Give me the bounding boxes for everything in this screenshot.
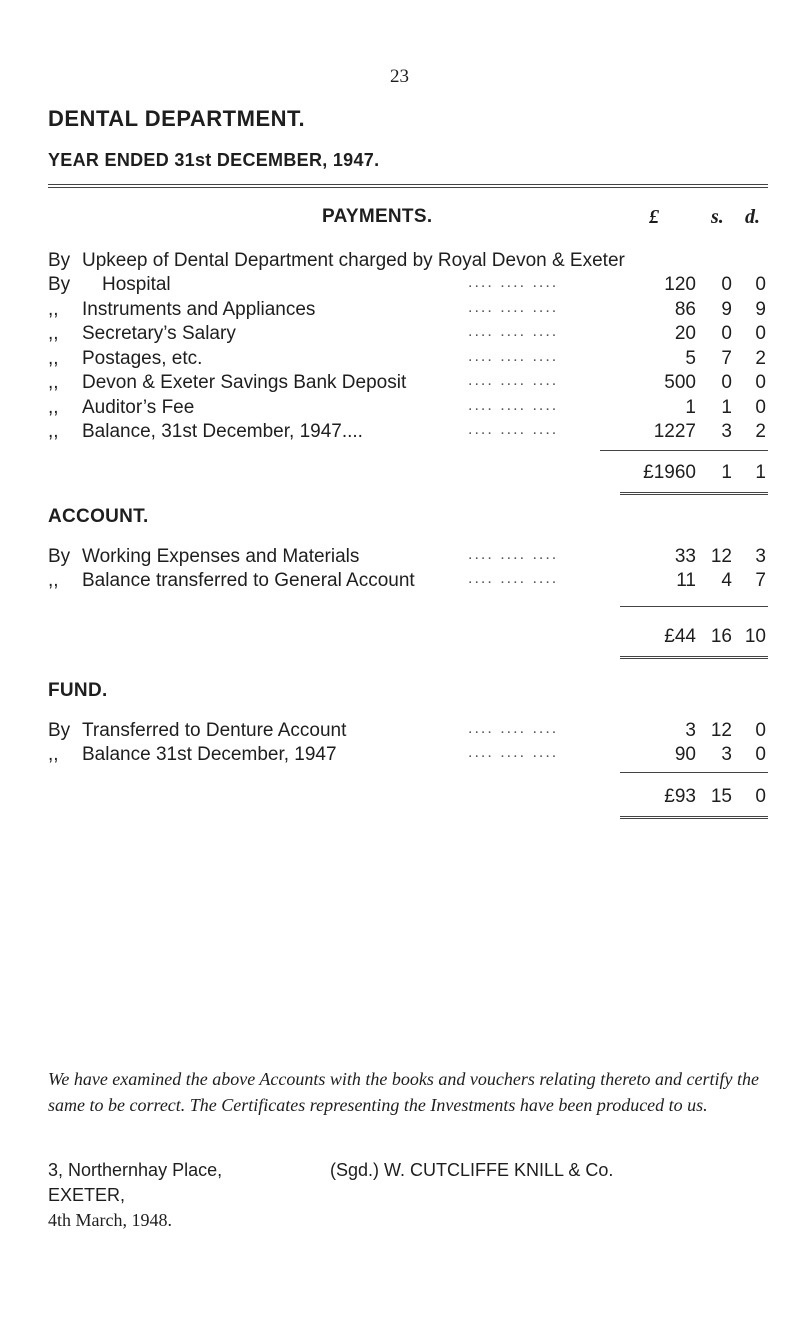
account-total-pounds: £44 [664, 626, 696, 647]
row-pounds: 33 [674, 546, 696, 567]
table-row [48, 720, 768, 744]
payments-total-row [48, 462, 768, 486]
table-row [48, 299, 768, 323]
col-pounds-header: £ [649, 206, 659, 228]
payments-total-shillings: 1 [721, 462, 732, 483]
fund-total-row [48, 786, 768, 810]
row-pounds: 20 [674, 323, 696, 344]
payments-total-pounds: £1960 [643, 462, 696, 483]
row-pence: 7 [755, 570, 766, 591]
table-row [48, 546, 768, 570]
row-pence: 0 [755, 323, 766, 344]
row-prefix: By [48, 720, 71, 741]
dot-leader: .... .... .... [468, 720, 559, 737]
row-shillings: 7 [721, 347, 732, 369]
top-rule [48, 184, 768, 185]
table-row [48, 274, 768, 298]
row-label: Balance transferred to General Account [82, 570, 415, 591]
fund-total-shillings: 15 [710, 786, 732, 807]
row-prefix: ,, [48, 323, 59, 344]
row-shillings: 0 [721, 274, 732, 295]
fund-total-pounds: £93 [664, 786, 696, 807]
table-row [48, 421, 768, 445]
row-label: Secretary’s Salary [82, 323, 236, 344]
dot-leader: .... .... .... [468, 347, 559, 365]
dot-leader: .... .... .... [468, 546, 559, 563]
account-subtotal-rule [620, 606, 768, 607]
fund-total-rule [620, 816, 768, 817]
dot-leader: .... .... .... [468, 421, 559, 438]
row-prefix: ,, [48, 396, 59, 418]
table-row [48, 570, 768, 594]
row-pounds: 5 [685, 347, 696, 369]
account-total-shillings: 16 [710, 626, 732, 647]
row-pence: 0 [755, 274, 766, 295]
row-prefix: ,, [48, 744, 59, 765]
auditor-signature: (Sgd.) W. CUTCLIFFE KNILL & Co. [330, 1160, 614, 1180]
table-row [48, 348, 768, 372]
row-pounds: 86 [674, 298, 696, 320]
account-total-rule-double [620, 658, 768, 659]
row-shillings: 1 [721, 396, 732, 418]
row-shillings: 3 [721, 744, 732, 765]
payments-total-rule-double [620, 494, 768, 495]
fund-title: FUND. [48, 680, 108, 701]
payments-first-line: Upkeep of Dental Department charged by Royal Devon & Exeter [82, 250, 625, 271]
auditor-address-line1: 3, Northernhay Place, [48, 1160, 223, 1180]
row-label: Hospital [102, 274, 171, 295]
dot-leader: .... .... .... [468, 570, 559, 587]
row-prefix: ,, [48, 347, 59, 369]
row-shillings: 0 [721, 323, 732, 344]
row-prefix: ,, [48, 570, 59, 591]
payments-title: PAYMENTS. [322, 206, 433, 227]
certification-text: We have examined the above Accounts with the books and vouchers relating thereto and certify the same to be correct. The Certificates representing the Investments have been produced to us. [48, 1069, 759, 1115]
table-row [48, 372, 768, 396]
dot-leader: .... .... .... [468, 323, 559, 340]
account-title: ACCOUNT. [48, 506, 149, 527]
row-label: Transferred to Denture Account [82, 720, 347, 741]
payments-subtotal-rule [600, 450, 768, 451]
row-pence: 0 [755, 720, 766, 741]
row-shillings: 0 [721, 372, 732, 393]
row-pounds: 500 [664, 372, 696, 393]
row-pence: 2 [755, 421, 766, 442]
row-prefix: ,, [48, 298, 59, 320]
certification-date: 4th March, 1948. [48, 1210, 172, 1230]
row-pounds: 1227 [653, 421, 696, 442]
row-shillings: 9 [721, 298, 732, 320]
col-shillings-header: s. [711, 206, 724, 228]
department-heading: DENTAL DEPARTMENT. [48, 106, 306, 131]
page-number: 23 [390, 66, 409, 87]
row-pounds: 11 [676, 570, 696, 591]
table-row [48, 323, 768, 347]
row-shillings: 12 [710, 720, 732, 741]
row-pence: 2 [755, 347, 766, 369]
dot-leader: .... .... .... [468, 372, 559, 389]
row-label: Postages, etc. [82, 347, 203, 369]
row-pounds: 90 [674, 744, 696, 765]
payments-total-rule [620, 492, 768, 493]
row-prefix: By [48, 546, 71, 567]
table-row [48, 744, 768, 768]
dot-leader: .... .... .... [468, 298, 559, 316]
row-pence: 0 [755, 372, 766, 393]
payments-total-pence: 1 [755, 462, 766, 483]
fund-subtotal-rule [620, 772, 768, 773]
year-subheading: YEAR ENDED 31st DECEMBER, 1947. [48, 150, 380, 170]
row-label: Devon & Exeter Savings Bank Deposit [82, 372, 407, 393]
row-pounds: 3 [685, 720, 696, 741]
fund-total-rule-double [620, 818, 768, 819]
row-label: Working Expenses and Materials [82, 546, 360, 567]
dot-leader: .... .... .... [468, 396, 559, 414]
row-label: Auditor’s Fee [82, 396, 195, 418]
row-shillings: 3 [721, 421, 732, 442]
account-total-rule [620, 656, 768, 657]
row-prefix: ,, [48, 372, 59, 393]
payments-first-prefix: By [48, 250, 71, 271]
row-prefix: ,, [48, 421, 59, 442]
row-pence: 0 [755, 744, 766, 765]
account-total-row [48, 626, 768, 650]
row-pence: 9 [755, 298, 766, 320]
row-shillings: 12 [710, 546, 732, 567]
row-pence: 0 [755, 396, 766, 418]
row-prefix: By [48, 274, 71, 295]
row-label: Balance 31st December, 1947 [82, 744, 337, 765]
account-total-pence: 10 [744, 626, 766, 647]
row-shillings: 4 [721, 570, 732, 591]
table-row [48, 397, 768, 421]
row-label: Balance, 31st December, 1947.... [82, 421, 363, 442]
auditor-address-line2: EXETER, [48, 1185, 126, 1205]
fund-total-pence: 0 [755, 786, 766, 807]
row-pounds: 120 [664, 274, 696, 295]
row-pounds: 1 [685, 396, 696, 418]
dot-leader: .... .... .... [468, 274, 559, 291]
col-pence-header: d. [745, 206, 760, 228]
row-label: Instruments and Appliances [82, 298, 316, 320]
row-pence: 3 [755, 546, 766, 567]
dot-leader: .... .... .... [468, 744, 559, 761]
top-rule-double [48, 187, 768, 188]
